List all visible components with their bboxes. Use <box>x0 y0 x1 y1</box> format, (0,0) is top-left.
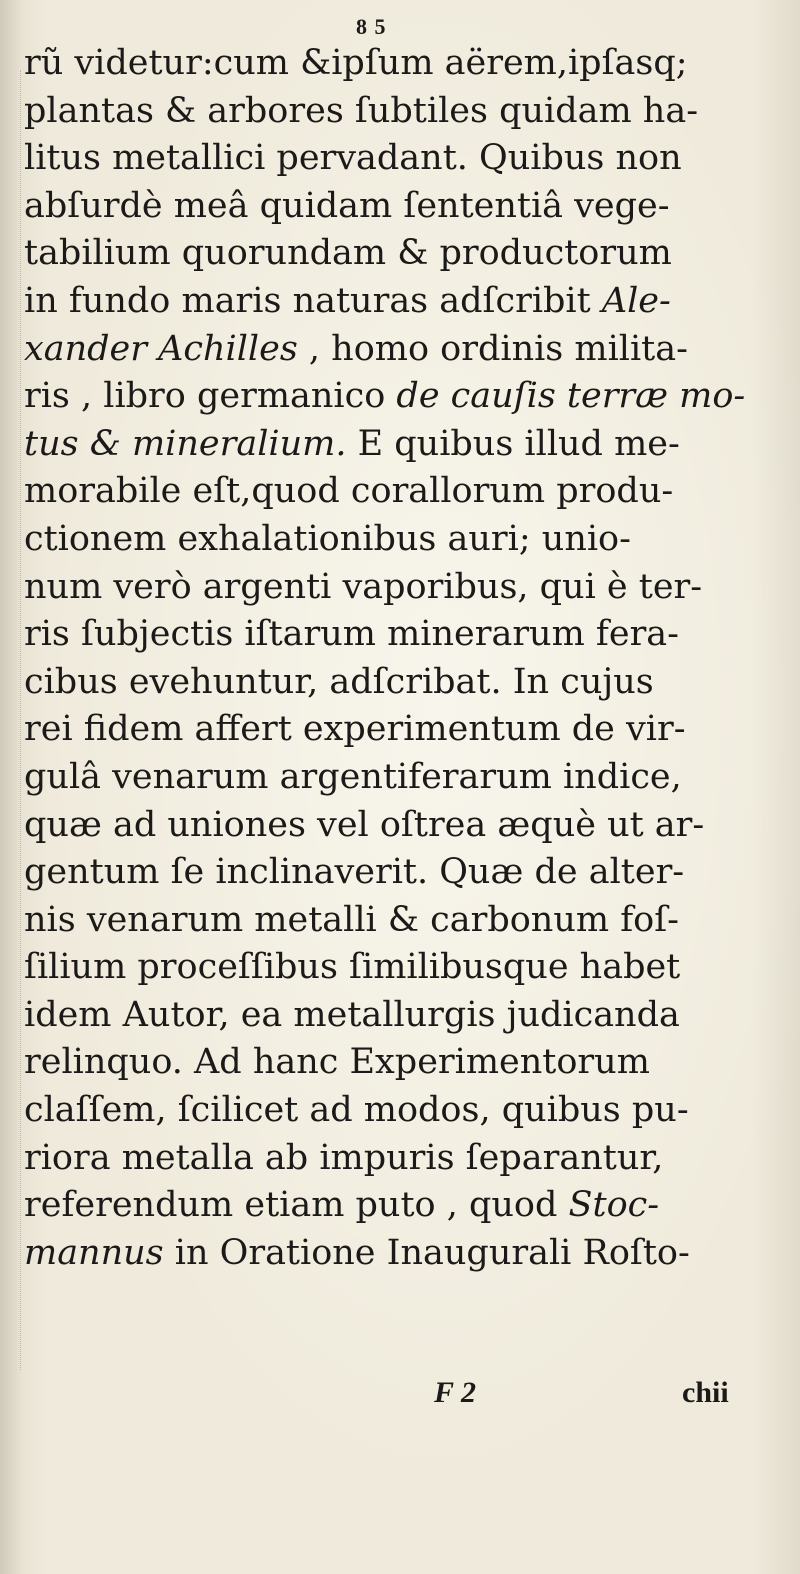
text-line <box>24 564 784 612</box>
text-segment: claſſem, ſcilicet ad modos, quibus pu- <box>24 1090 689 1131</box>
text-line <box>24 706 784 754</box>
body-text <box>24 40 784 1277</box>
text-segment: rũ videtur:cum &ipſum aërem,ipſasq; <box>24 43 688 83</box>
italic-text-segment: tus & mineralium. <box>24 423 347 464</box>
text-line <box>24 849 784 897</box>
italic-text-segment: mannus <box>24 1232 164 1273</box>
text-segment: riora metalla ab impuris ſeparantur, <box>24 1137 664 1178</box>
italic-text-segment: Stoc- <box>568 1185 660 1226</box>
text-line <box>24 1135 784 1183</box>
italic-text-segment: xander Achilles <box>24 328 298 369</box>
text-segment: referendum etiam puto , quod <box>24 1185 569 1226</box>
text-segment: ris , libro germanico <box>24 376 397 417</box>
text-segment: num verò argenti vaporibus, qui è ter- <box>24 566 703 607</box>
text-line <box>24 992 784 1040</box>
text-segment: rei fidem affert experimentum de vir- <box>24 709 686 750</box>
italic-text-segment: de cauſis terræ mo- <box>396 376 746 417</box>
text-segment: ctionem exhalationibus auri; unio- <box>24 518 631 559</box>
text-segment: tabilium quorundam & productorum <box>24 233 672 274</box>
text-line <box>24 135 784 183</box>
text-segment: plantas & arbores ſubtiles quidam ha- <box>24 90 699 131</box>
text-line <box>24 754 784 802</box>
text-segment: litus metallici pervadant. Quibus non <box>24 138 682 179</box>
text-segment: nis venarum metalli & carbonum foſ- <box>24 899 680 940</box>
text-line <box>24 278 784 326</box>
text-line <box>24 40 784 88</box>
text-line <box>24 230 784 278</box>
text-segment: morabile eſt,quod corallorum produ- <box>24 471 674 512</box>
text-segment: , homo ordinis milita- <box>297 328 688 369</box>
text-line <box>24 1182 784 1230</box>
text-segment: E quibus illud me- <box>346 423 680 464</box>
text-segment: gulâ venarum argentiferarum indice, <box>24 756 682 797</box>
text-line <box>24 516 784 564</box>
text-segment: cibus evehuntur, adſcribat. In cujus <box>24 661 654 702</box>
text-segment: ris ſubjectis iſtarum minerarum fera- <box>24 614 680 655</box>
text-line <box>24 802 784 850</box>
page-number: 8 5 <box>356 14 387 39</box>
margin-rule <box>0 70 21 1370</box>
text-line <box>24 944 784 992</box>
text-line <box>24 1039 784 1087</box>
text-segment: gentum ſe inclinaverit. Quæ de alter- <box>24 852 685 893</box>
text-line <box>24 611 784 659</box>
text-line <box>24 183 784 231</box>
text-line <box>24 373 784 421</box>
text-line <box>24 1087 784 1135</box>
text-line <box>24 1230 784 1278</box>
text-segment: in Oratione Inaugurali Roſto- <box>163 1232 690 1273</box>
text-segment: idem Autor, ea metallurgis judicanda <box>24 994 680 1035</box>
text-line <box>24 421 784 469</box>
text-line <box>24 88 784 136</box>
text-segment: in fundo maris naturas adſcribit <box>24 280 602 321</box>
footer-line <box>0 1376 800 1416</box>
text-line <box>24 326 784 374</box>
text-segment: ſilium proceſſibus ſimilibusque habet <box>24 947 681 988</box>
italic-text-segment: Ale- <box>601 280 671 321</box>
text-line <box>24 897 784 945</box>
catchword: chii <box>682 1376 729 1409</box>
text-line <box>24 468 784 516</box>
text-line <box>24 659 784 707</box>
text-segment: relinquo. Ad hanc Experimentorum <box>24 1042 650 1083</box>
text-segment: abſurdè meâ quidam ſententiâ vege- <box>24 185 670 226</box>
signature-mark: F 2 <box>434 1376 476 1409</box>
text-segment: quæ ad uniones vel oſtrea æquè ut ar- <box>24 804 705 845</box>
